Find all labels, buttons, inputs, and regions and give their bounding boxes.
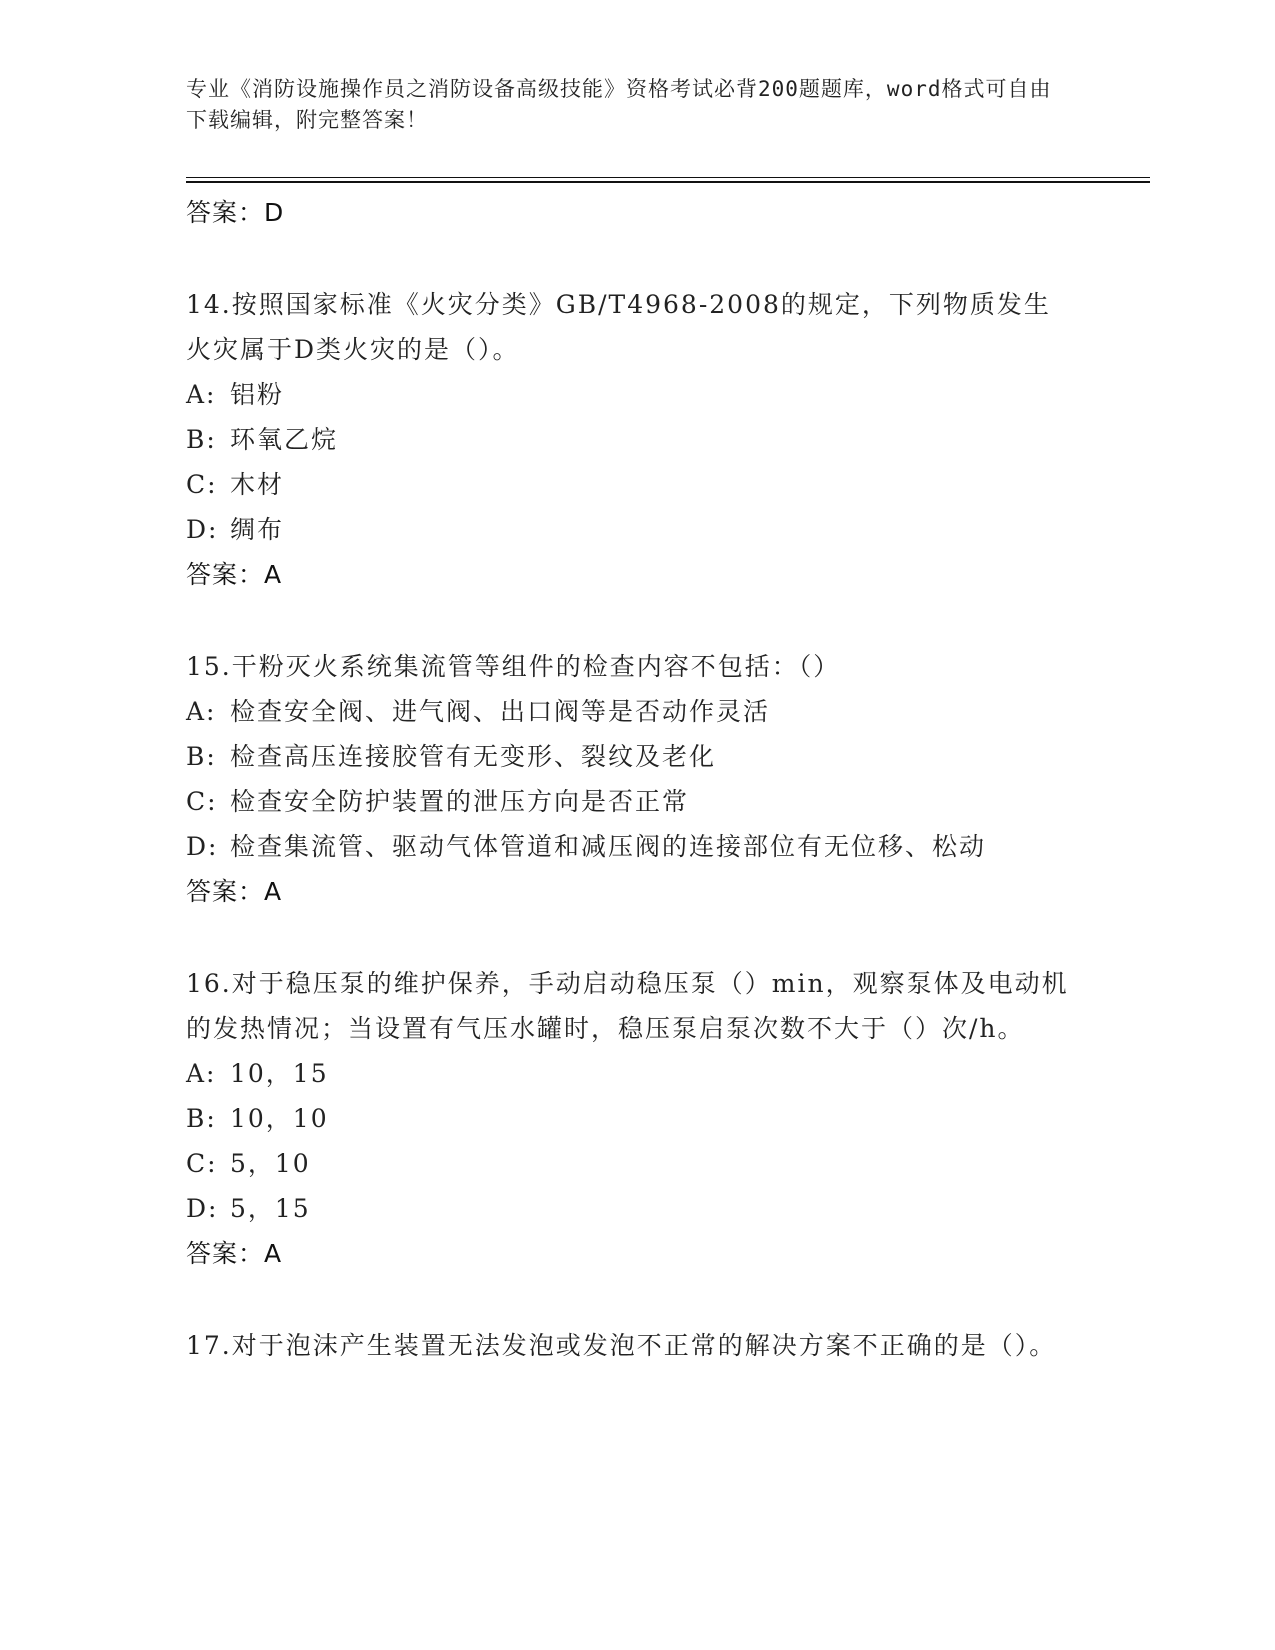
option-text: 检查安全阀、进气阀、出口阀等是否动作灵活 [230, 697, 771, 726]
option-b [186, 417, 1076, 462]
document-body [186, 190, 1076, 1368]
question-block [186, 1323, 1076, 1368]
option-text: 10，10 [230, 1104, 329, 1133]
option-letter: C: [186, 787, 218, 816]
question-block [186, 282, 1076, 597]
question-stem: 15.干粉灭火系统集流管等组件的检查内容不包括：（） [186, 652, 841, 681]
option-letter: C: [186, 470, 218, 499]
option-letter: A: [186, 697, 217, 726]
answer-value: A [264, 877, 283, 906]
answer-line [186, 1231, 1076, 1276]
spacer [186, 1276, 1076, 1323]
option-c [186, 779, 1076, 824]
document-header: 专业《消防设施操作员之消防设备高级技能》资格考试必背200题题库，word格式可自由下载编辑，附完整答案！ [186, 77, 1052, 132]
option-text: 环氧乙烷 [230, 425, 339, 454]
option-b [186, 1096, 1076, 1141]
spacer [186, 235, 1076, 282]
answer-line [186, 552, 1076, 597]
option-text: 5，10 [230, 1149, 311, 1178]
answer-value: A [264, 1239, 283, 1268]
option-letter: D: [186, 515, 219, 544]
option-text: 10，15 [230, 1059, 329, 1088]
option-d [186, 507, 1076, 552]
option-text: 检查高压连接胶管有无变形、裂纹及老化 [230, 742, 717, 771]
question-stem: 14.按照国家标准《火灾分类》GB/T4968-2008的规定，下列物质发生火灾属于D类火灾的是（）。 [186, 290, 1051, 364]
question-stem: 16.对于稳压泵的维护保养，手动启动稳压泵（）min，观察泵体及电动机的发热情况；当设置有气压水罐时，稳压泵启泵次数不大于（）次/h。 [186, 969, 1069, 1043]
option-letter: D: [186, 832, 219, 861]
option-text: 检查集流管、驱动气体管道和减压阀的连接部位有无位移、松动 [230, 832, 987, 861]
header-divider-thin [186, 177, 1150, 178]
answer-line [186, 869, 1076, 914]
option-a [186, 372, 1076, 417]
option-text: 5，15 [230, 1194, 311, 1223]
answer-line [186, 190, 1076, 235]
header-divider-thick [186, 181, 1150, 183]
answer-value: A [264, 560, 283, 589]
option-letter: A: [186, 1059, 217, 1088]
option-letter: B: [186, 425, 217, 454]
option-text: 木材 [230, 470, 285, 499]
option-d [186, 1186, 1076, 1231]
option-b [186, 734, 1076, 779]
answer-label: 答案： [186, 1239, 265, 1268]
option-text: 检查安全防护装置的泄压方向是否正常 [230, 787, 690, 816]
option-letter: C: [186, 1149, 218, 1178]
spacer [186, 597, 1076, 644]
option-letter: B: [186, 1104, 217, 1133]
option-letter: A: [186, 380, 217, 409]
option-d [186, 824, 1076, 869]
answer-value: D [264, 198, 285, 227]
answer-label: 答案： [186, 877, 265, 906]
question-stem: 17.对于泡沫产生装置无法发泡或发泡不正常的解决方案不正确的是（）。 [186, 1331, 1057, 1360]
question-block [186, 644, 1076, 914]
option-text: 铝粉 [230, 380, 285, 409]
option-c [186, 462, 1076, 507]
option-text: 绸布 [230, 515, 285, 544]
option-letter: D: [186, 1194, 219, 1223]
option-letter: B: [186, 742, 217, 771]
option-c [186, 1141, 1076, 1186]
question-block [186, 961, 1076, 1276]
option-a [186, 689, 1076, 734]
spacer [186, 914, 1076, 961]
answer-label: 答案： [186, 560, 265, 589]
answer-label: 答案： [186, 198, 265, 227]
option-a [186, 1051, 1076, 1096]
